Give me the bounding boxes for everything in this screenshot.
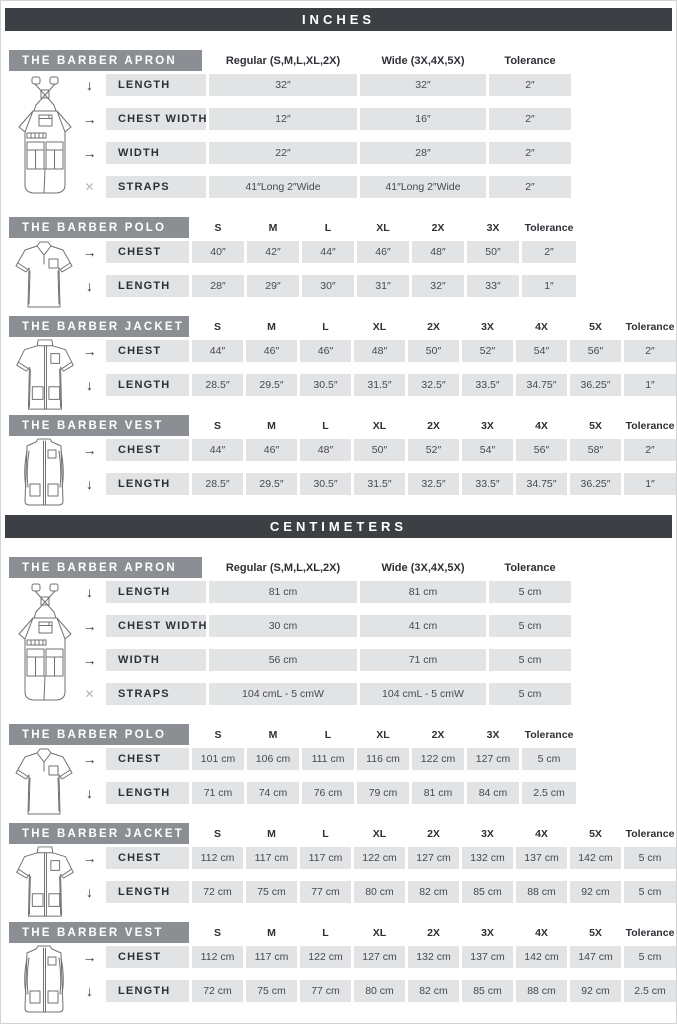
value-cell: 50″ [408, 340, 459, 362]
column-header: L [322, 320, 329, 333]
right-arrow-icon: → [82, 145, 97, 161]
table-row [76, 275, 676, 297]
value-cell: 16″ [360, 108, 486, 130]
section-title: THE BARBER VEST [9, 415, 189, 436]
vest-icon [17, 944, 71, 1018]
column-header: 2X [427, 926, 440, 939]
section-title: THE BARBER APRON [9, 50, 202, 71]
x-icon: ✕ [84, 687, 95, 701]
value-cell: 29.5″ [246, 473, 297, 495]
table-row [76, 74, 676, 96]
the-barber-polo-table [1, 724, 676, 804]
value-cell: 117 cm [300, 847, 351, 869]
value-cell: 30″ [302, 275, 354, 297]
value-cell: 46″ [246, 340, 297, 362]
value-cell: 72 cm [192, 881, 243, 903]
value-cell: 36.25″ [570, 374, 621, 396]
value-cell: 30 cm [209, 615, 357, 637]
column-header: 3X [486, 728, 500, 741]
value-cell: 1″ [522, 275, 576, 297]
column-header: S [214, 728, 222, 741]
value-cell: 101 cm [192, 748, 244, 770]
value-cell: 31.5″ [354, 374, 405, 396]
down-arrow-icon: ↓ [86, 584, 93, 600]
column-header: 4X [535, 419, 548, 432]
value-cell: 127 cm [354, 946, 405, 968]
column-header: M [267, 320, 276, 333]
right-arrow-icon: → [82, 751, 97, 767]
table-row [76, 946, 676, 968]
value-cell: 81 cm [209, 581, 357, 603]
value-cell: 52″ [462, 340, 513, 362]
right-arrow-icon: → [82, 244, 97, 260]
value-cell: 5 cm [624, 946, 676, 968]
unit-banner: CENTIMETERS [5, 515, 672, 538]
table-row [76, 374, 676, 396]
column-header: L [322, 827, 329, 840]
value-cell: 46″ [300, 340, 351, 362]
value-cell: 29″ [247, 275, 299, 297]
value-cell: 2″ [489, 176, 571, 198]
apron-icon [14, 582, 76, 704]
the-barber-jacket-table [1, 316, 676, 396]
column-header: Tolerance [625, 419, 675, 432]
row-label: LENGTH [106, 581, 206, 603]
table-row [76, 615, 676, 637]
column-header: Tolerance [625, 320, 675, 333]
value-cell: 28.5″ [192, 374, 243, 396]
value-cell: 33.5″ [462, 374, 513, 396]
value-cell: 44″ [302, 241, 354, 263]
value-cell: 2.5 cm [624, 980, 676, 1002]
row-label: LENGTH [106, 881, 189, 903]
value-cell: 92 cm [570, 980, 621, 1002]
value-cell: 41 cm [360, 615, 486, 637]
value-cell: 2″ [624, 439, 676, 461]
value-cell: 31″ [357, 275, 409, 297]
value-cell: 1″ [624, 473, 676, 495]
value-cell: 74 cm [247, 782, 299, 804]
table-row [76, 980, 676, 1002]
value-cell: 137 cm [462, 946, 513, 968]
value-cell: 81 cm [360, 581, 486, 603]
value-cell: 85 cm [462, 980, 513, 1002]
value-cell: 80 cm [354, 980, 405, 1002]
table-row [76, 581, 676, 603]
column-header: M [267, 926, 276, 939]
column-header: Wide (3X,4X,5X) [381, 54, 465, 67]
value-cell: 32″ [360, 74, 486, 96]
row-label: CHEST WIDTH [106, 108, 206, 130]
column-header: 3X [486, 221, 500, 234]
section-title: THE BARBER POLO [9, 724, 189, 745]
value-cell: 122 cm [412, 748, 464, 770]
row-label: CHEST [106, 439, 189, 461]
row-label: CHEST [106, 340, 189, 362]
row-label: CHEST [106, 241, 189, 263]
right-arrow-icon: → [82, 343, 97, 359]
column-header: Tolerance [625, 926, 675, 939]
value-cell: 32.5″ [408, 374, 459, 396]
table-row [76, 782, 676, 804]
value-cell: 75 cm [246, 980, 297, 1002]
value-cell: 50″ [467, 241, 519, 263]
the-barber-polo-table [1, 217, 676, 297]
value-cell: 58″ [570, 439, 621, 461]
table-row [76, 881, 676, 903]
value-cell: 46″ [246, 439, 297, 461]
value-cell: 5 cm [489, 683, 571, 705]
value-cell: 82 cm [408, 980, 459, 1002]
value-cell: 2″ [489, 108, 571, 130]
column-header: L [324, 728, 332, 741]
table-row [76, 748, 676, 770]
column-header: M [268, 728, 278, 741]
right-arrow-icon: → [82, 949, 97, 965]
column-header: Regular (S,M,L,XL,2X) [225, 561, 341, 574]
column-header: XL [372, 419, 387, 432]
the-barber-jacket-table [1, 823, 676, 903]
row-label: LENGTH [106, 473, 189, 495]
section-title: THE BARBER JACKET [9, 823, 189, 844]
column-header: S [213, 827, 221, 840]
column-header: M [268, 221, 278, 234]
down-arrow-icon: ↓ [86, 983, 93, 999]
value-cell: 29.5″ [246, 374, 297, 396]
right-arrow-icon: → [82, 442, 97, 458]
value-cell: 132 cm [462, 847, 513, 869]
value-cell: 82 cm [408, 881, 459, 903]
row-label: WIDTH [106, 649, 206, 671]
polo-icon [13, 240, 75, 312]
section-title: THE BARBER POLO [9, 217, 189, 238]
column-header: XL [372, 320, 387, 333]
row-label: LENGTH [106, 74, 206, 96]
jacket-icon [12, 338, 78, 414]
row-label: CHEST [106, 847, 189, 869]
table-row [76, 108, 676, 130]
the-barber-apron-table [1, 557, 676, 705]
right-arrow-icon: → [82, 618, 97, 634]
table-row [76, 847, 676, 869]
column-header: Tolerance [625, 827, 675, 840]
right-arrow-icon: → [82, 111, 97, 127]
value-cell: 50″ [354, 439, 405, 461]
column-header: XL [376, 728, 390, 741]
value-cell: 5 cm [489, 615, 571, 637]
value-cell: 85 cm [462, 881, 513, 903]
polo-icon [13, 747, 75, 819]
vest-icon [17, 437, 71, 511]
value-cell: 12″ [209, 108, 357, 130]
table-row [76, 683, 676, 705]
value-cell: 122 cm [354, 847, 405, 869]
value-cell: 5 cm [489, 581, 571, 603]
value-cell: 22″ [209, 142, 357, 164]
value-cell: 112 cm [192, 946, 243, 968]
row-label: WIDTH [106, 142, 206, 164]
column-header: 5X [589, 926, 602, 939]
the-barber-vest-table [1, 922, 676, 1002]
column-header: Tolerance [504, 561, 556, 574]
value-cell: 54″ [516, 340, 567, 362]
value-cell: 44″ [192, 439, 243, 461]
value-cell: 127 cm [467, 748, 519, 770]
column-header: 3X [481, 320, 494, 333]
row-label: LENGTH [106, 980, 189, 1002]
column-header: 4X [535, 320, 548, 333]
value-cell: 34.75″ [516, 473, 567, 495]
value-cell: 44″ [192, 340, 243, 362]
value-cell: 117 cm [246, 847, 297, 869]
column-header: 5X [589, 419, 602, 432]
value-cell: 56″ [570, 340, 621, 362]
value-cell: 36.25″ [570, 473, 621, 495]
column-header: 3X [481, 827, 494, 840]
row-label: CHEST WIDTH [106, 615, 206, 637]
value-cell: 112 cm [192, 847, 243, 869]
column-header: 5X [589, 320, 602, 333]
value-cell: 32″ [209, 74, 357, 96]
apron-icon [14, 75, 76, 197]
value-cell: 33.5″ [462, 473, 513, 495]
value-cell: 71 cm [360, 649, 486, 671]
column-header: 4X [535, 926, 548, 939]
value-cell: 88 cm [516, 881, 567, 903]
value-cell: 30.5″ [300, 374, 351, 396]
value-cell: 32.5″ [408, 473, 459, 495]
down-arrow-icon: ↓ [86, 884, 93, 900]
jacket-icon [12, 845, 78, 921]
value-cell: 1″ [624, 374, 676, 396]
value-cell: 77 cm [300, 881, 351, 903]
value-cell: 5 cm [489, 649, 571, 671]
column-header: XL [376, 221, 390, 234]
row-label: LENGTH [106, 782, 189, 804]
column-header: 5X [589, 827, 602, 840]
table-row [76, 176, 676, 198]
down-arrow-icon: ↓ [86, 377, 93, 393]
value-cell: 142 cm [516, 946, 567, 968]
row-label: CHEST [106, 946, 189, 968]
value-cell: 5 cm [624, 847, 676, 869]
value-cell: 84 cm [467, 782, 519, 804]
value-cell: 122 cm [300, 946, 351, 968]
value-cell: 117 cm [246, 946, 297, 968]
value-cell: 142 cm [570, 847, 621, 869]
column-header: Wide (3X,4X,5X) [381, 561, 465, 574]
section-title: THE BARBER VEST [9, 922, 189, 943]
value-cell: 81 cm [412, 782, 464, 804]
value-cell: 80 cm [354, 881, 405, 903]
value-cell: 31.5″ [354, 473, 405, 495]
value-cell: 127 cm [408, 847, 459, 869]
value-cell: 116 cm [357, 748, 409, 770]
table-row [76, 649, 676, 671]
column-header: 2X [431, 221, 445, 234]
table-row [76, 439, 676, 461]
right-arrow-icon: → [82, 850, 97, 866]
value-cell: 32″ [412, 275, 464, 297]
down-arrow-icon: ↓ [86, 476, 93, 492]
value-cell: 5 cm [522, 748, 576, 770]
value-cell: 40″ [192, 241, 244, 263]
right-arrow-icon: → [82, 652, 97, 668]
row-label: LENGTH [106, 275, 189, 297]
table-row [76, 473, 676, 495]
the-barber-vest-table [1, 415, 676, 495]
value-cell: 104 cmL - 5 cmW [360, 683, 486, 705]
value-cell: 92 cm [570, 881, 621, 903]
row-label: LENGTH [106, 374, 189, 396]
value-cell: 72 cm [192, 980, 243, 1002]
value-cell: 2″ [624, 340, 676, 362]
column-header: 4X [535, 827, 548, 840]
value-cell: 42″ [247, 241, 299, 263]
column-header: 2X [427, 419, 440, 432]
value-cell: 137 cm [516, 847, 567, 869]
column-header: S [213, 926, 221, 939]
unit-banner: INCHES [5, 8, 672, 31]
column-header: S [213, 320, 221, 333]
value-cell: 71 cm [192, 782, 244, 804]
value-cell: 77 cm [300, 980, 351, 1002]
value-cell: 88 cm [516, 980, 567, 1002]
down-arrow-icon: ↓ [86, 785, 93, 801]
column-header: 3X [481, 926, 494, 939]
column-header: XL [372, 827, 387, 840]
row-label: STRAPS [106, 683, 206, 705]
column-header: M [267, 827, 276, 840]
value-cell: 5 cm [624, 881, 676, 903]
value-cell: 147 cm [570, 946, 621, 968]
value-cell: 2.5 cm [522, 782, 576, 804]
value-cell: 28″ [360, 142, 486, 164]
column-header: S [214, 221, 222, 234]
section-title: THE BARBER JACKET [9, 316, 189, 337]
column-header: L [322, 419, 329, 432]
value-cell: 41″Long 2″Wide [360, 176, 486, 198]
section-title: THE BARBER APRON [9, 557, 202, 578]
value-cell: 28.5″ [192, 473, 243, 495]
value-cell: 132 cm [408, 946, 459, 968]
column-header: 2X [427, 827, 440, 840]
value-cell: 28″ [192, 275, 244, 297]
the-barber-apron-table [1, 50, 676, 198]
value-cell: 56 cm [209, 649, 357, 671]
value-cell: 52″ [408, 439, 459, 461]
value-cell: 111 cm [302, 748, 354, 770]
value-cell: 79 cm [357, 782, 409, 804]
value-cell: 2″ [489, 142, 571, 164]
value-cell: 104 cmL - 5 cmW [209, 683, 357, 705]
table-row [76, 241, 676, 263]
table-row [76, 142, 676, 164]
column-header: Regular (S,M,L,XL,2X) [225, 54, 341, 67]
column-header: M [267, 419, 276, 432]
column-header: 2X [431, 728, 445, 741]
row-label: STRAPS [106, 176, 206, 198]
column-header: Tolerance [524, 221, 574, 234]
value-cell: 34.75″ [516, 374, 567, 396]
column-header: XL [372, 926, 387, 939]
value-cell: 106 cm [247, 748, 299, 770]
down-arrow-icon: ↓ [86, 278, 93, 294]
value-cell: 56″ [516, 439, 567, 461]
value-cell: 76 cm [302, 782, 354, 804]
value-cell: 2″ [489, 74, 571, 96]
column-header: S [213, 419, 221, 432]
down-arrow-icon: ↓ [86, 77, 93, 93]
value-cell: 41″Long 2″Wide [209, 176, 357, 198]
value-cell: 48″ [354, 340, 405, 362]
column-header: Tolerance [524, 728, 574, 741]
column-header: 3X [481, 419, 494, 432]
value-cell: 30.5″ [300, 473, 351, 495]
row-label: CHEST [106, 748, 189, 770]
value-cell: 33″ [467, 275, 519, 297]
table-row [76, 340, 676, 362]
column-header: Tolerance [504, 54, 556, 67]
value-cell: 54″ [462, 439, 513, 461]
value-cell: 75 cm [246, 881, 297, 903]
column-header: 2X [427, 320, 440, 333]
value-cell: 48″ [412, 241, 464, 263]
value-cell: 48″ [300, 439, 351, 461]
x-icon: ✕ [84, 180, 95, 194]
column-header: L [322, 926, 329, 939]
value-cell: 2″ [522, 241, 576, 263]
column-header: L [324, 221, 332, 234]
value-cell: 46″ [357, 241, 409, 263]
